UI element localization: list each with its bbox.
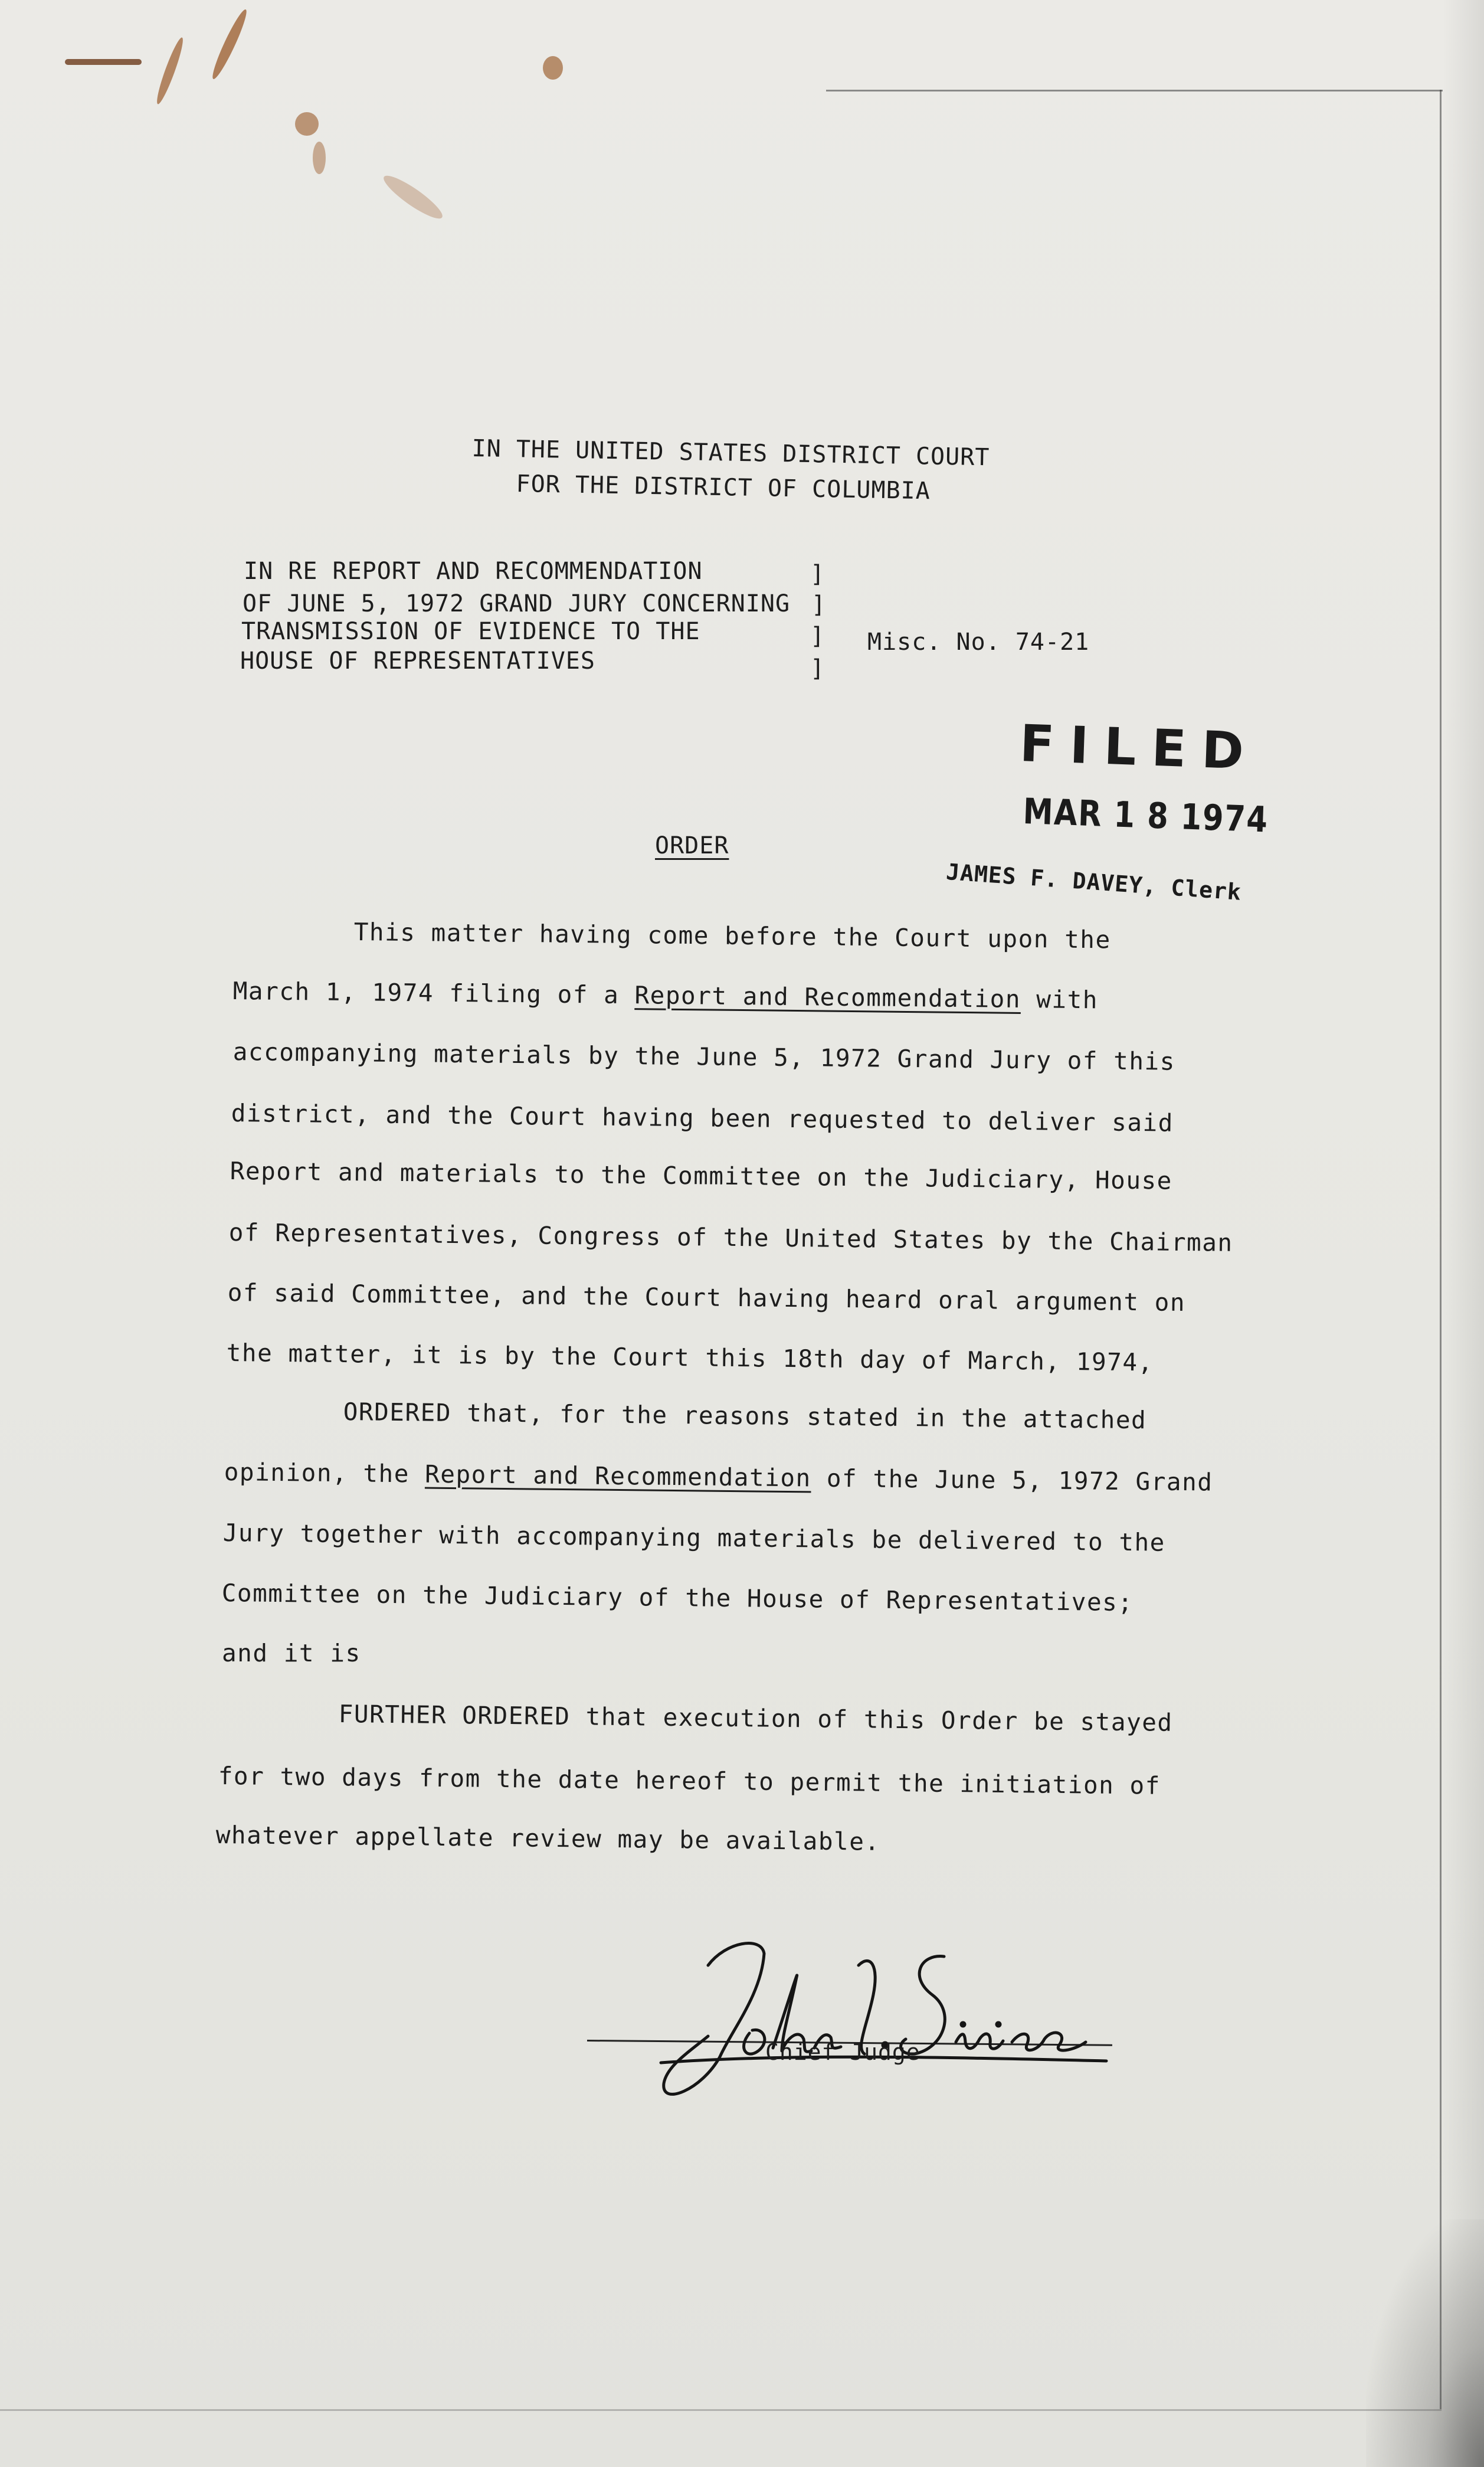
order-line: FURTHER ORDERED that execution of this Order be stayed — [338, 1700, 1173, 1737]
rust-stain — [313, 142, 326, 174]
caption-bracket: ] — [810, 623, 825, 650]
court-heading: FOR THE DISTRICT OF COLUMBIA — [516, 470, 931, 505]
order-line: ORDERED that, for the reasons stated in the attached — [343, 1398, 1147, 1435]
order-line: the matter, it is by the Court this 18th day of March, 1974, — [226, 1339, 1154, 1377]
filed-stamp: FILED — [1018, 714, 1260, 782]
scan-frame-line — [0, 2409, 1442, 2411]
order-line: of said Committee, and the Court having heard oral argument on — [227, 1278, 1186, 1317]
caption-line: OF JUNE 5, 1972 GRAND JURY CONCERNING — [243, 590, 791, 617]
order-line: accompanying materials by the June 5, 1972 Grand Jury of this — [232, 1038, 1176, 1076]
order-title: ORDER — [655, 832, 729, 859]
caption-bracket: ] — [810, 655, 825, 682]
rust-stain — [153, 36, 186, 106]
rust-stain — [65, 59, 142, 65]
scan-frame-line — [1440, 90, 1442, 2409]
order-line: March 1, 1974 filing of a Report and Recommendation with — [232, 977, 1099, 1015]
underlined-report-title: Report and Recommendation — [424, 1460, 811, 1493]
scan-corner-shadow — [1366, 2219, 1484, 2467]
order-line: Committee on the Judiciary of the House of Representatives; — [221, 1579, 1134, 1617]
order-line: district, and the Court having been requested to deliver said — [231, 1099, 1174, 1137]
order-line: Report and materials to the Committee on the Judiciary, House — [230, 1157, 1173, 1195]
page-edge-shadow — [1443, 0, 1484, 2467]
order-line: and it is — [222, 1639, 361, 1667]
rust-stain — [543, 56, 563, 80]
order-line: Jury together with accompanying materials be delivered to the — [222, 1519, 1166, 1557]
order-line: This matter having come before the Court upon the — [353, 918, 1111, 954]
caption-line: HOUSE OF REPRESENTATIVES — [240, 647, 595, 675]
caption-line: IN RE REPORT AND RECOMMENDATION — [244, 558, 703, 585]
scan-frame-line — [826, 90, 1443, 91]
rust-stain — [295, 112, 319, 136]
order-line: of Representatives, Congress of the United States by the Chairman — [228, 1218, 1233, 1257]
order-line: for two days from the date hereof to permit the initiation of — [218, 1762, 1161, 1800]
caption-line: TRANSMISSION OF EVIDENCE TO THE — [241, 618, 700, 645]
court-heading: IN THE UNITED STATES DISTRICT COURT — [471, 435, 990, 472]
filed-stamp-date: MAR 1 8 1974 — [1022, 791, 1269, 841]
handwritten-signature — [637, 1930, 1121, 2107]
rust-stain — [208, 7, 250, 81]
case-number: Misc. No. 74-21 — [867, 629, 1090, 656]
rust-stain — [379, 170, 447, 224]
caption-bracket: ] — [810, 561, 825, 588]
filed-stamp-clerk: JAMES F. DAVEY, Clerk — [945, 859, 1243, 905]
order-line: whatever appellate review may be available. — [215, 1821, 880, 1856]
underlined-report-title: Report and Recommendation — [634, 981, 1021, 1013]
caption-bracket: ] — [811, 591, 826, 619]
order-line: opinion, the Report and Recommendation of the June 5, 1972 Grand — [224, 1458, 1213, 1497]
signer-title: Chief Judge — [765, 2039, 920, 2065]
